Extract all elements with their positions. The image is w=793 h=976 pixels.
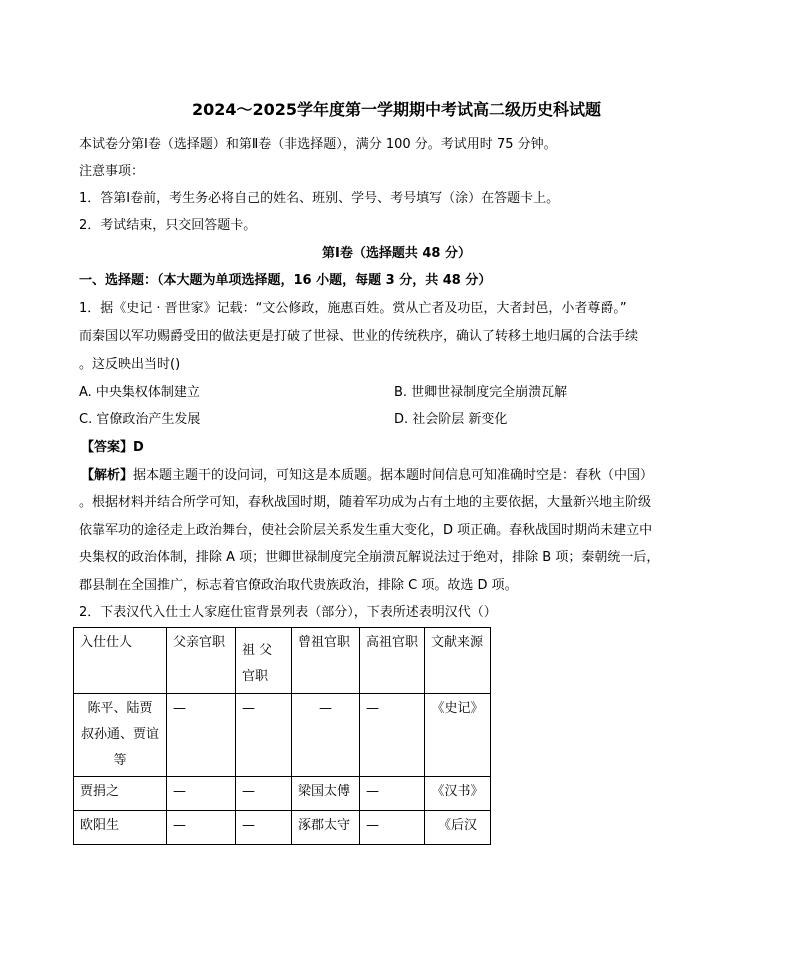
cell-text: 梁国太傅 xyxy=(298,784,351,799)
q1-stem-line2: 而秦国以军功赐爵受田的做法更是打破了世禄、世业的传统秩序，确认了转移土地归属的合法手续 xyxy=(79,329,639,344)
table-cell xyxy=(425,777,491,811)
header-cell xyxy=(74,628,167,694)
table-cell xyxy=(167,694,236,777)
q1-analysis-line3: 依靠军功的途径走上政治舞台，使社会阶层关系发生重大变化，D 项正确。春秋战国时期尚未建立中 xyxy=(79,523,653,538)
cell-text: — xyxy=(242,784,255,799)
section-header: 第Ⅰ卷（选择题共 48 分） xyxy=(322,246,471,261)
cell-text: — xyxy=(319,701,332,716)
table-cell xyxy=(236,777,292,811)
cell-text: — xyxy=(366,701,379,716)
official-background-table xyxy=(73,627,491,845)
cell-text: 欧阳生 xyxy=(80,818,120,833)
cell-text: — xyxy=(366,818,379,833)
table-cell xyxy=(236,811,292,845)
header-cell xyxy=(292,628,360,694)
table-row xyxy=(74,694,491,777)
q1-answer xyxy=(81,439,144,457)
header-cell xyxy=(425,628,491,694)
header-cell xyxy=(360,628,425,694)
table-cell xyxy=(425,811,491,845)
part1-heading: 一、选择题：（本大题为单项选择题，16 小题，每题 3 分，共 48 分） xyxy=(79,273,492,288)
header-text: 入仕仕人 xyxy=(80,635,133,650)
cell-text: 《史记》 xyxy=(431,701,484,716)
table-cell xyxy=(292,777,360,811)
note-2: 2．考试结束，只交回答题卡。 xyxy=(79,218,257,233)
header-text: 曾祖官职 xyxy=(298,635,351,650)
q1-option-d: D. 社会阶层 新变化 xyxy=(394,412,508,427)
header-cell xyxy=(236,628,292,694)
note-1: 1．答第Ⅰ卷前，考生务必将自己的姓名、班别、学号、考号填写（涂）在答题卡上。 xyxy=(79,191,560,206)
table-cell xyxy=(360,811,425,845)
q1-stem-line1: 1．据《史记 · 晋世家》记载：“文公修政，施惠百姓。赏从亡者及功臣，大者封邑，小者尊爵。” xyxy=(79,301,627,316)
cell-text: — xyxy=(366,784,379,799)
notes-label: 注意事项： xyxy=(79,164,145,179)
q2-stem: 2．下表汉代入仕士人家庭仕宦背景列表（部分），下表所述表明汉代（） xyxy=(79,605,497,620)
q1-option-b: B. 世卿世禄制度完全崩溃瓦解 xyxy=(394,385,568,400)
header-text: 文献来源 xyxy=(431,635,484,650)
table-cell xyxy=(74,694,167,777)
cell-text: — xyxy=(242,818,255,833)
cell-text: 贾捐之 xyxy=(80,784,120,799)
analysis-label: 【解析】 xyxy=(81,468,134,483)
table-cell xyxy=(167,811,236,845)
table-cell xyxy=(292,811,360,845)
table-cell xyxy=(360,694,425,777)
cell-text: — xyxy=(173,784,186,799)
table-cell xyxy=(74,777,167,811)
table-cell xyxy=(360,777,425,811)
header-text: 祖 父 官职 xyxy=(242,643,273,684)
table-cell xyxy=(74,811,167,845)
table-row xyxy=(74,811,491,845)
cell-text: — xyxy=(242,701,255,716)
table-cell xyxy=(425,694,491,777)
answer-value: D xyxy=(133,440,144,455)
q1-analysis-line1 xyxy=(81,467,653,485)
q1-option-a: A. 中央集权体制建立 xyxy=(79,385,200,400)
q1-option-c: C. 官僚政治产生发展 xyxy=(79,412,201,427)
cell-text: 涿郡太守 xyxy=(298,818,351,833)
header-cell xyxy=(167,628,236,694)
cell-text: — xyxy=(173,818,186,833)
analysis-text-1: 据本题主题干的设问词，可知这是本质题。据本题时间信息可知准确时空是：春秋（中国） xyxy=(133,468,654,483)
table-row xyxy=(74,777,491,811)
table-cell xyxy=(167,777,236,811)
header-text: 父亲官职 xyxy=(173,635,226,650)
table-header-row xyxy=(74,628,491,694)
exam-intro: 本试卷分第Ⅰ卷（选择题）和第Ⅱ卷（非选择题），满分 100 分。考试用时 75 分钟。 xyxy=(79,137,557,152)
cell-text: 《后汉 xyxy=(437,818,477,833)
q1-analysis-line2: 。根据材料并结合所学可知，春秋战国时期，随着军功成为占有土地的主要依据，大量新兴地主阶级 xyxy=(79,495,652,510)
cell-text: 陈平、陆贾 叔孙通、贾谊 等 xyxy=(80,701,159,768)
q1-analysis-line5: 郡县制在全国推广，标志着官僚政治取代贵族政治，排除 C 项。故选 D 项。 xyxy=(79,578,518,593)
page-title: 2024～2025学年度第一学期期中考试高二级历史科试题 xyxy=(191,100,602,119)
header-text: 高祖官职 xyxy=(366,635,419,650)
q1-analysis-line4: 央集权的政治体制，排除 A 项；世卿世禄制度完全崩溃瓦解说法过于绝对，排除 B 项；秦朝统一后， xyxy=(79,550,660,565)
answer-label: 【答案】 xyxy=(81,440,134,455)
cell-text: — xyxy=(173,701,186,716)
table-cell xyxy=(236,694,292,777)
table-cell xyxy=(292,694,360,777)
q1-stem-line3: 。这反映出当时() xyxy=(79,357,181,372)
cell-text: 《汉书》 xyxy=(431,784,484,799)
